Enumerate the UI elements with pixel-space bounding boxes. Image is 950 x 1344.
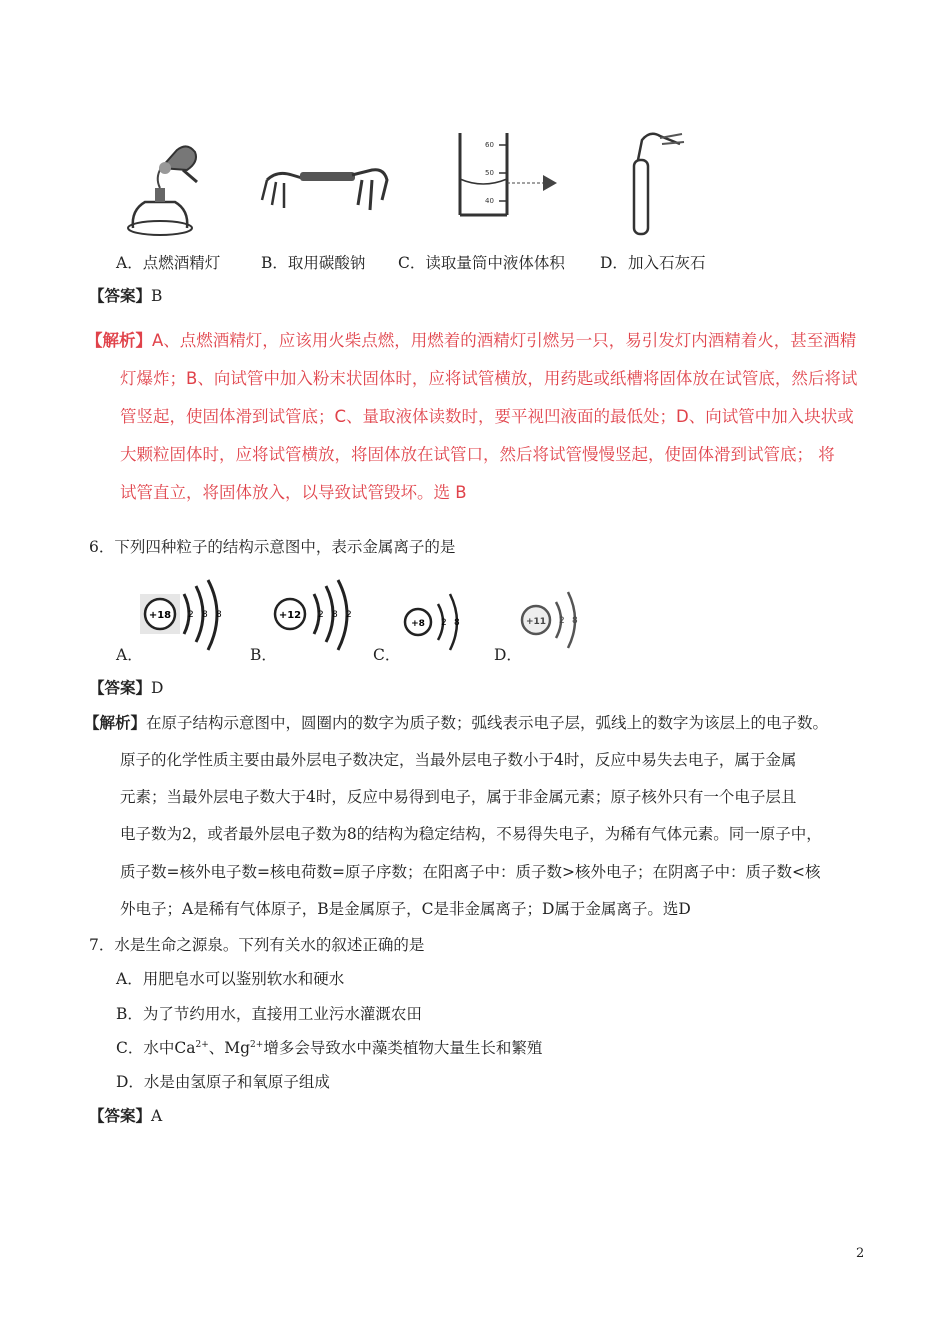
- atom-b-shell-3: 2: [346, 610, 352, 620]
- q7-option-a: A．用肥皂水可以鉴别软水和硬水: [116, 970, 345, 988]
- q6-diagram-b-letter: B．: [250, 646, 277, 664]
- q6-diagram-d-letter: D．: [494, 646, 522, 664]
- q5-option-b-letter: B．: [261, 254, 288, 272]
- q6-diagram-c-letter: C．: [373, 646, 401, 664]
- atom-diagram-b: [270, 576, 360, 656]
- q5-analysis-text-1: A、点燃酒精灯，应该用火柴点燃，用燃着的酒精灯引燃另一只，易引发灯内酒精着火，甚至酒精: [152, 331, 857, 350]
- atom-b-nucleus: +12: [278, 610, 302, 621]
- atom-diagram-c: [402, 588, 472, 658]
- atom-a-shell-1: 2: [188, 610, 194, 620]
- q5-answer: [89, 285, 162, 307]
- cylinder-tick-50: 50: [485, 169, 494, 177]
- q7-option-c-sup1: 2+: [195, 1039, 209, 1050]
- q5-option-d-letter: D．: [600, 254, 628, 272]
- atom-a-shell-2: 8: [202, 610, 208, 620]
- q5-analysis-line-2: 灯爆炸；B、向试管中加入粉末状固体时，应将试管横放，用药匙或纸槽将固体放在试管底，然后将试: [120, 369, 858, 388]
- q7-question: 7．水是生命之源泉。下列有关水的叙述正确的是: [89, 936, 425, 954]
- atom-d-shell-2: 8: [572, 616, 578, 626]
- q6-analysis-line-2: 原子的化学性质主要由最外层电子数决定，当最外层电子数小于4时，反应中易失去电子，属于金属: [120, 751, 797, 769]
- q6-analysis-line-1: [84, 712, 828, 734]
- atom-a-shell-3: 8: [216, 610, 222, 620]
- atom-b-shell-2: 8: [332, 610, 338, 620]
- q7-option-c: [116, 1037, 542, 1059]
- q7-option-c-pre: C．水中Ca: [116, 1039, 196, 1057]
- q6-analysis-line-4: 电子数为2，或者最外层电子数为8的结构为稳定结构，不易得失电子，为稀有气体元素。同一原子中，: [120, 825, 822, 843]
- q6-analysis-line-3: 元素；当最外层电子数大于4时，反应中易得到电子，属于非金属元素；原子核外只有一个电子层且: [120, 788, 797, 806]
- q5-option-a-text: 点燃酒精灯: [142, 254, 221, 272]
- tube-limestone-illustration: [620, 130, 690, 240]
- page-number: 2: [856, 1246, 865, 1261]
- q7-option-c-post: 增多会导致水中藻类植物大量生长和繁殖: [263, 1039, 543, 1057]
- atom-c-shell-1: 2: [441, 618, 447, 628]
- q7-answer-label: 【答案】: [89, 1106, 152, 1125]
- q5-analysis-line-3: 管竖起，使固体滑到试管底；C、量取液体读数时，要平视凹液面的最低处；D、向试管中加入块状或: [120, 407, 854, 426]
- lamp-lighting-illustration: [125, 140, 205, 240]
- q6-question: 6．下列四种粒子的结构示意图中，表示金属离子的是: [89, 538, 456, 556]
- q5-analysis-line-1: [86, 327, 856, 351]
- q5-option-c: [398, 252, 565, 274]
- q5-option-b-text: 取用碳酸钠: [287, 254, 366, 272]
- q6-analysis-text-1: 在原子结构示意图中，圆圈内的数字为质子数；弧线表示电子层，弧线上的数字为该层上的电子数。: [146, 714, 829, 732]
- q7-answer-value: A: [151, 1107, 163, 1125]
- q5-option-a: [116, 252, 220, 274]
- q5-answer-label: 【答案】: [89, 286, 152, 305]
- q5-option-c-text: 读取量筒中液体体积: [425, 254, 565, 272]
- tube-powder-illustration: [262, 150, 392, 220]
- cylinder-tick-60: 60: [485, 141, 494, 149]
- atom-diagram-a: [140, 580, 230, 660]
- q7-option-b: B．为了节约用水，直接用工业污水灌溉农田: [116, 1005, 422, 1023]
- q7-option-c-mid: 、Mg: [208, 1039, 251, 1057]
- q5-option-c-letter: C．: [398, 254, 426, 272]
- q6-answer-label: 【答案】: [89, 678, 152, 697]
- atom-a-nucleus: +18: [148, 610, 172, 621]
- q6-answer-value: D: [151, 679, 164, 697]
- atom-diagram-d: [518, 586, 588, 656]
- atom-d-nucleus: +11: [525, 617, 547, 627]
- q5-option-d-text: 加入石灰石: [627, 254, 706, 272]
- q5-option-d: [600, 252, 705, 274]
- q5-analysis-line-5: 试管直立，将固体放入，以导致试管毁坏。选 B: [120, 483, 467, 502]
- q5-analysis-label: 【解析】: [86, 331, 152, 350]
- q5-option-a-letter: A．: [116, 254, 143, 272]
- q6-analysis-line-6: 外电子；A是稀有气体原子，B是金属原子，C是非金属离子；D属于金属离子。选D: [120, 900, 691, 918]
- atom-c-shell-2: 8: [454, 618, 460, 628]
- q6-analysis-line-5: 质子数=核外电子数=核电荷数=原子序数；在阳离子中：质子数>核外电子；在阴离子中：质子数<核: [120, 863, 821, 881]
- q6-answer: [89, 677, 163, 699]
- q6-diagram-a-letter: A．: [116, 646, 143, 664]
- q5-answer-value: B: [151, 287, 163, 305]
- graduated-cylinder-illustration: [455, 133, 565, 223]
- q5-option-b: [261, 252, 365, 274]
- atom-d-shell-1: 2: [559, 616, 565, 626]
- q6-analysis-label: 【解析】: [84, 713, 147, 732]
- cylinder-tick-40: 40: [485, 197, 494, 205]
- q7-option-c-sup2: 2+: [250, 1039, 264, 1050]
- q7-option-d: D．水是由氢原子和氧原子组成: [116, 1073, 330, 1091]
- q7-answer: [89, 1105, 162, 1127]
- q5-analysis-line-4: 大颗粒固体时，应将试管横放，将固体放在试管口，然后将试管慢慢竖起，使固体滑到试管底； 将: [120, 445, 835, 464]
- atom-c-nucleus: +8: [411, 619, 425, 629]
- atom-b-shell-1: 2: [318, 610, 324, 620]
